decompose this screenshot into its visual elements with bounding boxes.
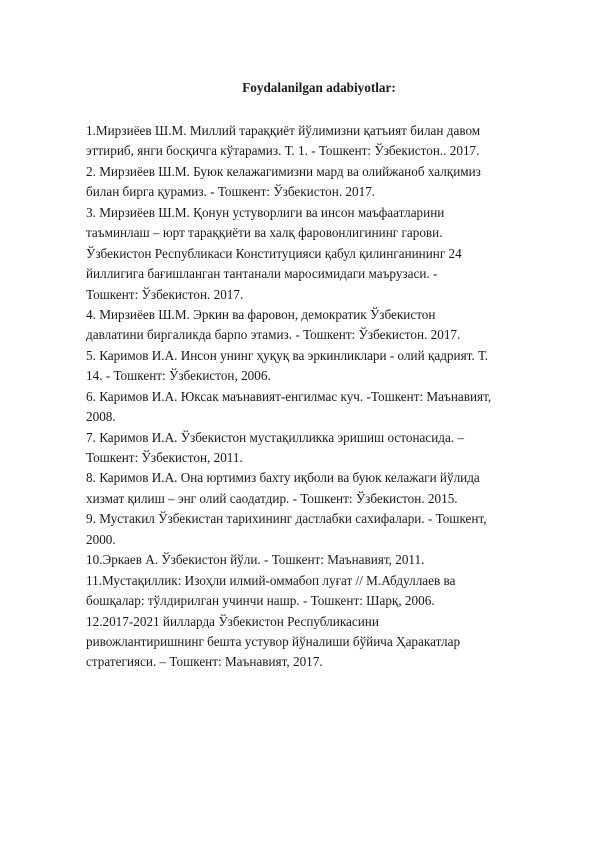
reference-line: 14. - Тошкент: Ўзбекистон, 2006. — [86, 368, 271, 384]
reference-list — [86, 121, 526, 673]
reference-item — [86, 387, 526, 428]
reference-line: 2008. — [86, 409, 116, 425]
reference-line: 12.2017-2021 йилларда Ўзбекистон Республикасини — [86, 613, 379, 629]
reference-line: эттириб, янги босқичга кўтарамиз. Т. 1. - Тошкент: Ўзбекистон.. 2017. — [86, 143, 480, 159]
reference-line: Тошкент: Ўзбекистон, 2011. — [86, 450, 243, 465]
reference-line: стратегияси. – Тошкент: Маънавият, 2017. — [86, 654, 323, 670]
reference-item — [86, 550, 526, 570]
reference-item — [86, 346, 526, 387]
reference-line: 8. Каримов И.А. Она юртимиз бахту иқболи ва буюк келажаги йўлида — [86, 470, 480, 486]
reference-item — [86, 468, 526, 509]
reference-item — [86, 509, 526, 550]
reference-line: 3. Мирзиёев Ш.М. Қонун устуворлиги ва инсон маъфаатларини — [86, 204, 445, 220]
reference-line: 6. Каримов И.А. Юксак маънавият-енгилмас куч. -Тошкент: Маънавият, — [86, 388, 492, 404]
reference-line: Ўзбекистон Республикаси Конституцияси қабул қилинганининг 24 — [86, 245, 462, 261]
reference-line: бошқалар: тўлдирилган учинчи нашр. - Тошкент: Шарқ, 2006. — [86, 593, 435, 609]
reference-item — [86, 203, 526, 305]
reference-item — [86, 612, 526, 673]
reference-line: 7. Каримов И.А. Ўзбекистон мустақилликка эришиш остонасида. – — [86, 429, 465, 445]
reference-line: таъминлаш – юрт тараққиёти ва халқ фаровонлигининг гарови. — [86, 225, 443, 241]
reference-line: 9. Мустакил Ўзбекистан тарихининг дастлабки сахифалари. - Тошкент, — [86, 511, 487, 527]
reference-item — [86, 305, 526, 346]
page-title: Foydalanilgan adabiyotlar: — [242, 80, 396, 95]
reference-item — [86, 162, 526, 203]
reference-line: 10.Эркаев А. Ўзбекистон йўли. - Тошкент: Маънавият, 2011. — [86, 552, 425, 568]
reference-line: 2000. — [86, 531, 116, 547]
reference-line: хизмат қилиш – энг олий саодатдир. - Тошкент: Ўзбекистон. 2015. — [86, 490, 458, 506]
reference-item — [86, 121, 526, 162]
reference-line: давлатини биргаликда барпо этамиз. - Тошкент: Ўзбекистон. 2017. — [86, 327, 461, 343]
reference-line: йиллигига бағишланган тантанали маросимидаги маърузаси. - — [86, 266, 438, 282]
reference-line: 2. Мирзиёев Ш.М. Буюк келажагимизни мард ва олийжаноб халқимиз — [86, 163, 481, 179]
reference-line: билан бирга қурамиз. - Тошкент: Ўзбекистон. 2017. — [86, 184, 376, 200]
reference-line: Тошкент: Ўзбекистон. 2017. — [86, 286, 244, 302]
reference-line: 1.Мирзиёев Ш.М. Миллий тараққиёт йўлимизни қатъият билан давом — [86, 123, 481, 138]
reference-line: 5. Каримов И.А. Инсон унинг ҳуқуқ ва эркинликлари - олий қадрият. Т. — [86, 347, 489, 363]
reference-line: 11.Мустақиллик: Изоҳли илмий-оммабоп луғат // М.Абдуллаев ва — [86, 572, 456, 588]
reference-item — [86, 428, 526, 469]
reference-line: ривожлантиришнинг бешта устувор йўналиши бўйича Ҳаракатлар — [86, 633, 461, 649]
reference-line: 4. Мирзиёев Ш.М. Эркин ва фаровон, демократик Ўзбекистон — [86, 306, 436, 322]
reference-item — [86, 571, 526, 612]
